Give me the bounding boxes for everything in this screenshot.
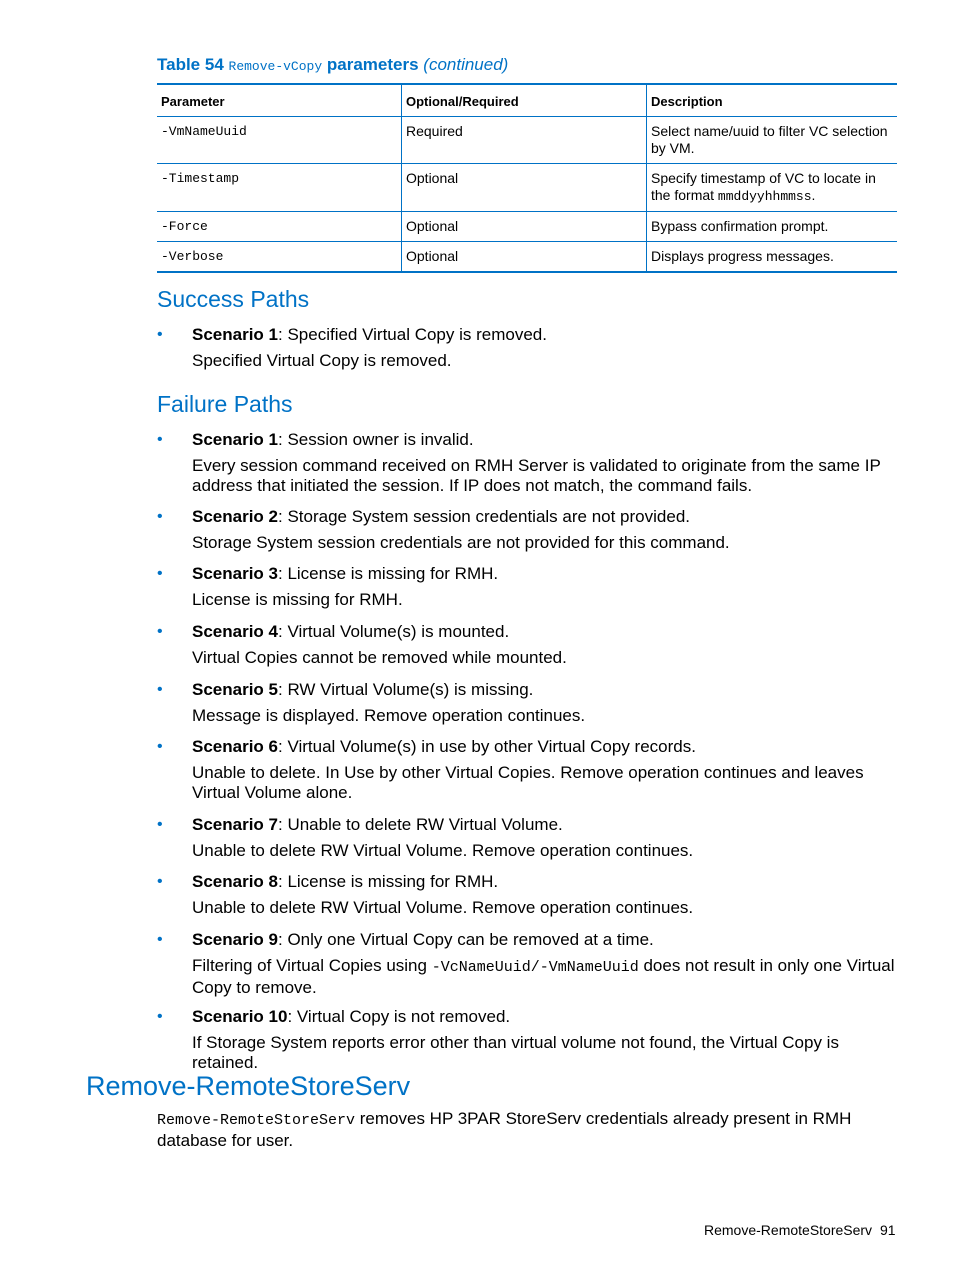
table-row: [157, 117, 897, 164]
scenario-detail: Message is displayed. Remove operation continues.: [192, 706, 586, 725]
scenario-summary: : Virtual Copy is not removed.: [287, 1007, 511, 1026]
table-row: [157, 164, 897, 212]
desc-cell: Select name/uuid to filter VC selection by VM.: [647, 117, 898, 164]
detail-text: Filtering of Virtual Copies using: [192, 956, 432, 975]
bullet-icon: •: [157, 508, 163, 525]
param-cell: -Verbose: [157, 242, 402, 273]
scenario-detail: Unable to delete RW Virtual Volume. Remove operation continues.: [192, 898, 694, 917]
list-item: [157, 872, 897, 918]
scenario-detail: If Storage System reports error other than virtual volume not found, the Virtual Copy is retained.: [192, 1033, 839, 1072]
desc-cell: Displays progress messages.: [647, 242, 898, 273]
scenario-label: Scenario 6: [192, 737, 278, 756]
list-item: [157, 430, 897, 496]
desc-code: mmddyyhhmmss: [717, 189, 812, 204]
detail-code: -VcNameUuid/-VmNameUuid: [431, 959, 639, 976]
table-caption: [157, 55, 508, 75]
bullet-icon: •: [157, 431, 163, 448]
parameters-table: [157, 83, 897, 273]
req-cell: Optional: [402, 242, 647, 273]
bullet-icon: •: [157, 931, 163, 948]
scenario-label: Scenario 3: [192, 564, 278, 583]
failure-paths-heading: Failure Paths: [157, 391, 293, 417]
scenario-detail: Every session command received on RMH Server is validated to originate from the same IP address that initiated the session. If IP does not match, the command fails.: [192, 456, 881, 495]
body-code: Remove-RemoteStoreServ: [157, 1112, 356, 1129]
scenario-summary: : RW Virtual Volume(s) is missing.: [278, 680, 534, 699]
bullet-icon: •: [157, 1008, 163, 1025]
scenario-detail: Unable to delete. In Use by other Virtual Copies. Remove operation continues and leaves Virtual Volume alone.: [192, 763, 864, 802]
scenario-detail: Unable to delete RW Virtual Volume. Remove operation continues.: [192, 841, 694, 860]
desc-text: .: [811, 187, 816, 203]
scenario-label: Scenario 7: [192, 815, 278, 834]
scenario-summary: : Virtual Volume(s) in use by other Virtual Copy records.: [278, 737, 696, 756]
success-paths-heading: Success Paths: [157, 286, 310, 312]
page-number: 91: [880, 1222, 896, 1238]
desc-cell: Bypass confirmation prompt.: [647, 212, 898, 242]
table-header: Parameter: [157, 84, 402, 117]
list-item: [157, 622, 897, 668]
caption-suffix: (continued): [423, 55, 509, 74]
scenario-summary: : License is missing for RMH.: [278, 872, 499, 891]
req-cell: Optional: [402, 164, 647, 212]
scenario-detail: Specified Virtual Copy is removed.: [192, 351, 452, 370]
bullet-icon: •: [157, 326, 163, 343]
param-cell: -Timestamp: [157, 164, 402, 212]
bullet-icon: •: [157, 565, 163, 582]
scenario-summary: : Virtual Volume(s) is mounted.: [278, 622, 510, 641]
scenario-summary: : License is missing for RMH.: [278, 564, 499, 583]
caption-middle: parameters: [326, 55, 419, 74]
scenario-label: Scenario 1: [192, 430, 278, 449]
bullet-icon: •: [157, 873, 163, 890]
bullet-icon: •: [157, 623, 163, 640]
scenario-label: Scenario 10: [192, 1007, 288, 1026]
list-item: [157, 507, 897, 553]
bullet-icon: •: [157, 738, 163, 755]
list-item: [157, 564, 897, 610]
bullet-icon: •: [157, 681, 163, 698]
scenario-detail: Storage System session credentials are not provided for this command.: [192, 533, 730, 552]
body-text: removes HP 3PAR StoreServ credentials already present in RMH database for user.: [157, 1109, 852, 1150]
table-row: [157, 212, 897, 242]
footer-title: Remove-RemoteStoreServ: [704, 1222, 873, 1238]
param-cell: -VmNameUuid: [157, 117, 402, 164]
section-body: [157, 1109, 897, 1151]
req-cell: Optional: [402, 212, 647, 242]
scenario-summary: : Unable to delete RW Virtual Volume.: [278, 815, 563, 834]
detail-text: does not result in only one Virtual Copy to remove.: [192, 956, 895, 997]
scenario-label: Scenario 5: [192, 680, 278, 699]
list-item: [157, 680, 897, 726]
table-header-row: [157, 84, 897, 117]
scenario-summary: : Only one Virtual Copy can be removed at a time.: [278, 930, 654, 949]
scenario-label: Scenario 9: [192, 930, 278, 949]
desc-text: Specify timestamp of VC to locate in the format: [651, 170, 876, 203]
scenario-summary: : Storage System session credentials are not provided.: [278, 507, 690, 526]
scenario-label: Scenario 8: [192, 872, 278, 891]
table-header: Optional/Required: [402, 84, 647, 117]
req-cell: Required: [402, 117, 647, 164]
list-item: [157, 930, 897, 998]
bullet-icon: •: [157, 816, 163, 833]
table-header: Description: [647, 84, 898, 117]
scenario-label: Scenario 1: [192, 325, 278, 344]
scenario-detail: Virtual Copies cannot be removed while mounted.: [192, 648, 567, 667]
table-row: [157, 242, 897, 273]
list-item: [157, 325, 897, 371]
scenario-detail: [192, 956, 897, 998]
scenario-detail: License is missing for RMH.: [192, 590, 403, 609]
list-item: [157, 815, 897, 861]
scenario-summary: : Session owner is invalid.: [278, 430, 474, 449]
list-item: [157, 1007, 897, 1073]
scenario-label: Scenario 2: [192, 507, 278, 526]
caption-prefix: Table 54: [157, 55, 224, 74]
scenario-label: Scenario 4: [192, 622, 278, 641]
section-title: Remove-RemoteStoreServ: [86, 1071, 411, 1101]
caption-code: Remove-vCopy: [228, 59, 323, 74]
param-cell: -Force: [157, 212, 402, 242]
scenario-summary: : Specified Virtual Copy is removed.: [278, 325, 547, 344]
list-item: [157, 737, 897, 803]
desc-cell: [647, 164, 898, 212]
